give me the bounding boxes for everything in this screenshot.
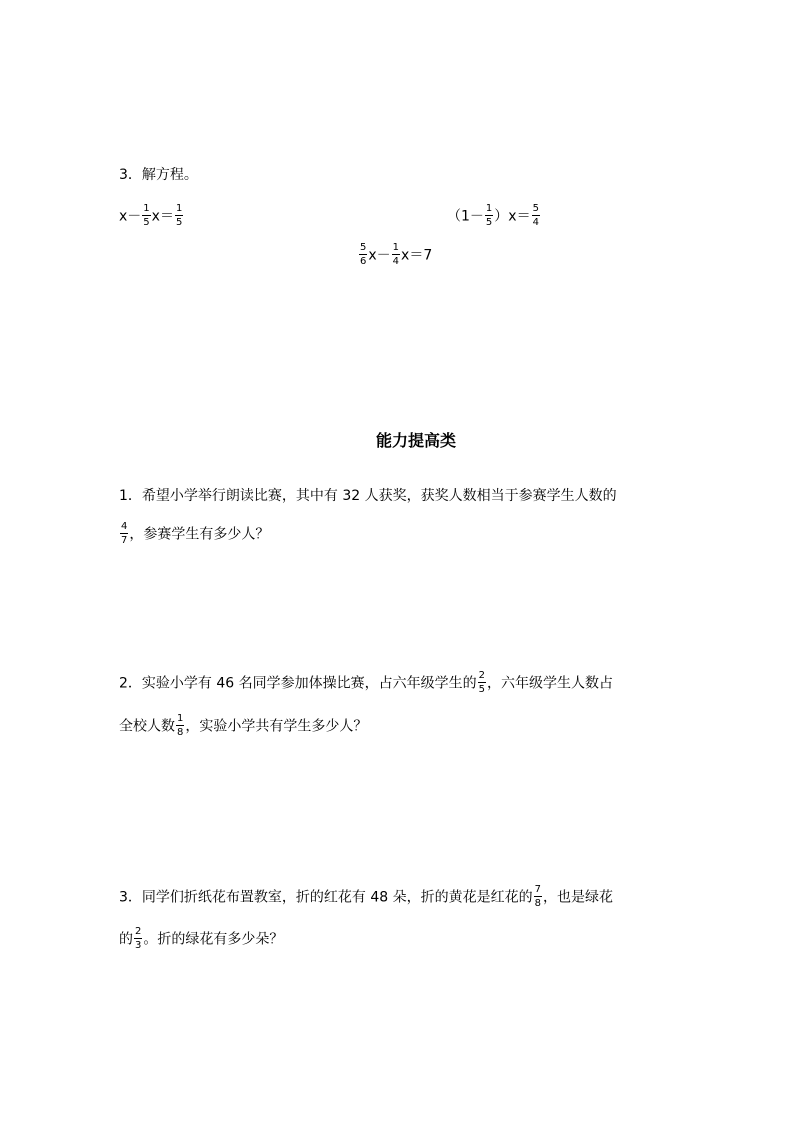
q2-line2b: ，实验小学共有学生多少人？ (185, 718, 368, 735)
eq3-fraction-b (392, 242, 400, 267)
q3-line1b: ，也是绿花 (543, 889, 613, 906)
numerator: 1 (143, 203, 150, 214)
eq2-equals: ＝ (516, 208, 531, 225)
denominator: 5 (143, 217, 150, 228)
q2-fraction-1 (478, 670, 486, 695)
equation-2 (447, 204, 541, 229)
q2-line2a: 全校人数 (119, 718, 175, 735)
q1-fraction (120, 521, 128, 546)
eq3-x-minus: x－ (368, 247, 391, 264)
q1-line1: 1．希望小学举行朗读比赛，其中有 32 人获奖，获奖人数相当于参赛学生人数的 (119, 488, 617, 504)
eq2-open: （1－ (447, 208, 484, 225)
q3-line2 (119, 927, 283, 952)
eq2-close: ）x (494, 208, 517, 225)
denominator: 5 (485, 217, 493, 228)
section-heading: 能力提高类 (376, 431, 457, 450)
denominator: 4 (392, 256, 400, 267)
numerator: 1 (392, 242, 400, 253)
eq1-fraction-a (142, 203, 150, 228)
q3-fraction-2 (134, 926, 142, 951)
q2-line2 (119, 714, 367, 739)
q3-line2a: 的 (119, 931, 133, 948)
denominator: 4 (532, 217, 539, 228)
numerator: 2 (135, 926, 142, 937)
eq2-fraction-a (485, 203, 493, 228)
q2-line1b: ，六年级学生人数占 (487, 675, 613, 692)
q2-line1 (119, 671, 613, 696)
denominator: 3 (135, 940, 142, 951)
numerator: 5 (360, 242, 367, 253)
denominator: 5 (478, 684, 485, 695)
denominator: 8 (534, 898, 541, 909)
numerator: 7 (534, 884, 541, 895)
denominator: 5 (175, 217, 183, 228)
eq1-x2: x (151, 208, 160, 225)
q3-line2b: 。折的绿花有多少朵？ (143, 931, 284, 948)
denominator: 6 (360, 256, 367, 267)
q3-fraction-1 (534, 884, 542, 909)
eq1-fraction-b (175, 203, 183, 228)
numerator: 1 (485, 203, 493, 214)
eq1-equals: ＝ (159, 208, 174, 225)
eq3-fraction-a (359, 242, 367, 267)
equation-3 (358, 243, 432, 268)
eq1-x: x (119, 208, 128, 225)
q1-line2 (119, 522, 269, 547)
equation-1 (119, 204, 184, 229)
numerator: 2 (478, 670, 485, 681)
numerator: 4 (121, 521, 128, 532)
numerator: 1 (177, 713, 184, 724)
denominator: 8 (177, 727, 184, 738)
q1-line2-text: ，参赛学生有多少人？ (129, 526, 270, 543)
q2-line1a: 2．实验小学有 46 名同学参加体操比赛，占六年级学生的 (119, 675, 477, 692)
q2-fraction-2 (176, 713, 184, 738)
eq3-rest: x＝7 (401, 247, 433, 264)
numerator: 5 (532, 203, 539, 214)
numerator: 1 (175, 203, 183, 214)
denominator: 7 (121, 535, 128, 546)
eq1-minus: － (127, 208, 142, 225)
q3-line1a: 3．同学们折纸花布置教室，折的红花有 48 朵，折的黄花是红花的 (119, 889, 533, 906)
q3-line1 (119, 885, 613, 910)
section3-title: 3．解方程。 (119, 167, 198, 183)
eq2-fraction-b (532, 203, 540, 228)
